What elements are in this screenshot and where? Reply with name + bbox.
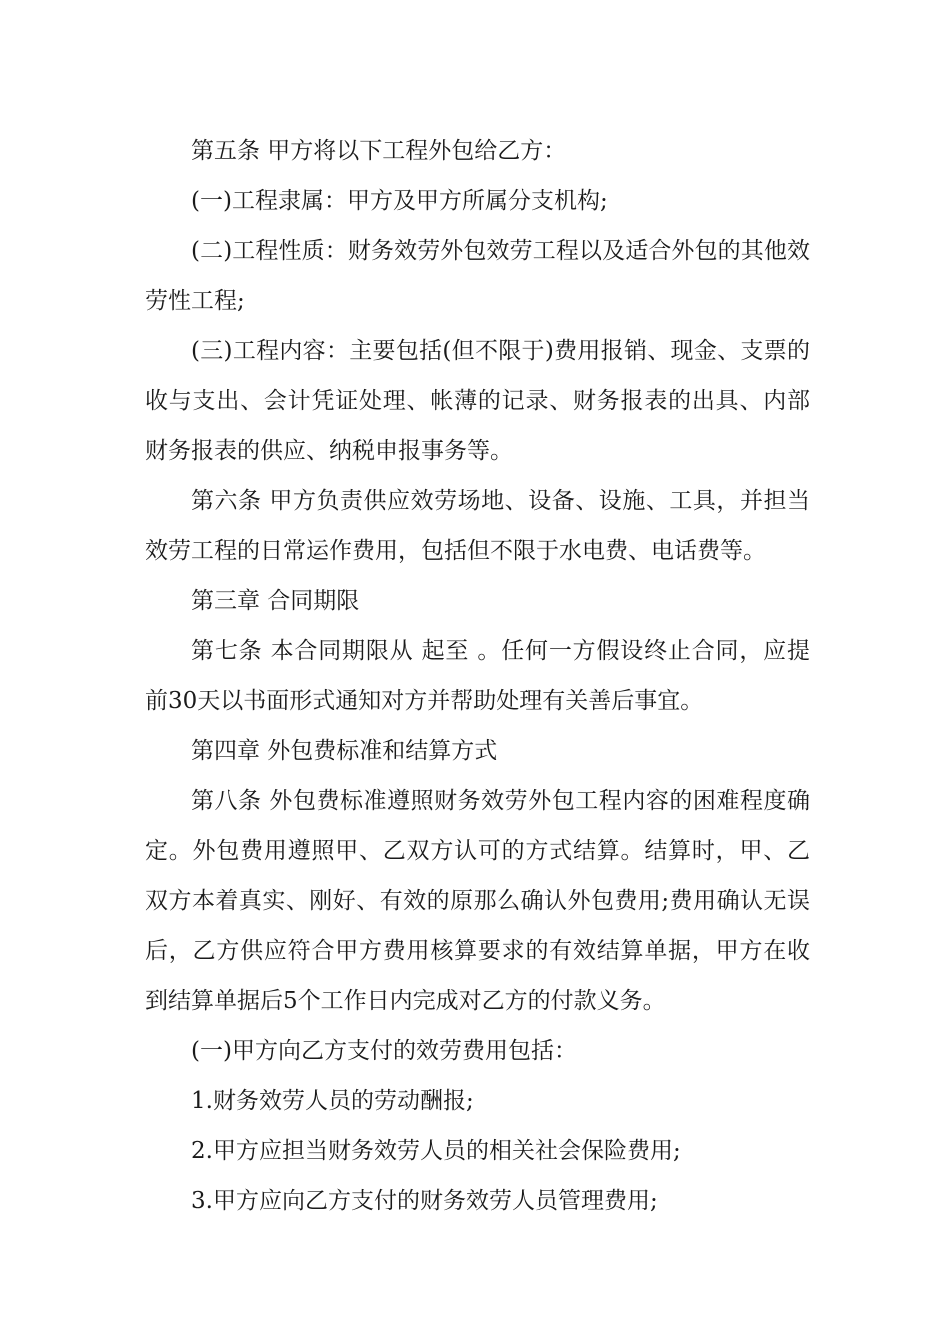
article-5-item-2: (二)工程性质：财务效劳外包效劳工程以及适合外包的其他效劳性工程; [145, 238, 810, 314]
article-8: 第八条 外包费标准遵照财务效劳外包工程内容的困难程度确定。外包费用遵照甲、乙双方认可的方式结算。结算时，甲、乙双方本着真实、刚好、有效的原那么确认外包费用;费用确认无误后，乙方供应符合甲方费用核算要求的有效结算单据，甲方在收到结算单据后5个工作日内完成对乙方的付款义务。 [145, 788, 810, 1014]
document-body [145, 126, 810, 1226]
article-5-item-3: (三)工程内容：主要包括(但不限于)费用报销、现金、支票的收与支出、会计凭证处理、帐薄的记录、财务报表的出具、内部财务报表的供应、纳税申报事务等。 [145, 338, 810, 464]
article-5-heading: 第五条 甲方将以下工程外包给乙方： [191, 138, 567, 164]
article-5-item-1: (一)工程隶属：甲方及甲方所属分支机构; [191, 188, 608, 214]
list-item-3: 3.甲方应向乙方支付的财务效劳人员管理费用; [191, 1188, 658, 1214]
article-8-item-1: (一)甲方向乙方支付的效劳费用包括： [191, 1038, 577, 1064]
chapter-4-heading: 第四章 外包费标准和结算方式 [191, 738, 498, 764]
article-6: 第六条 甲方负责供应效劳场地、设备、设施、工具，并担当效劳工程的日常运作费用，包括但不限于水电费、电话费等。 [145, 488, 810, 564]
chapter-3-heading: 第三章 合同期限 [191, 588, 360, 614]
list-item-1: 1.财务效劳人员的劳动酬报; [191, 1088, 474, 1114]
list-item-2: 2.甲方应担当财务效劳人员的相关社会保险费用; [191, 1138, 681, 1164]
article-7: 第七条 本合同期限从 起至 。任何一方假设终止合同，应提前30天以书面形式通知对方并帮助处理有关善后事宜。 [145, 638, 810, 714]
